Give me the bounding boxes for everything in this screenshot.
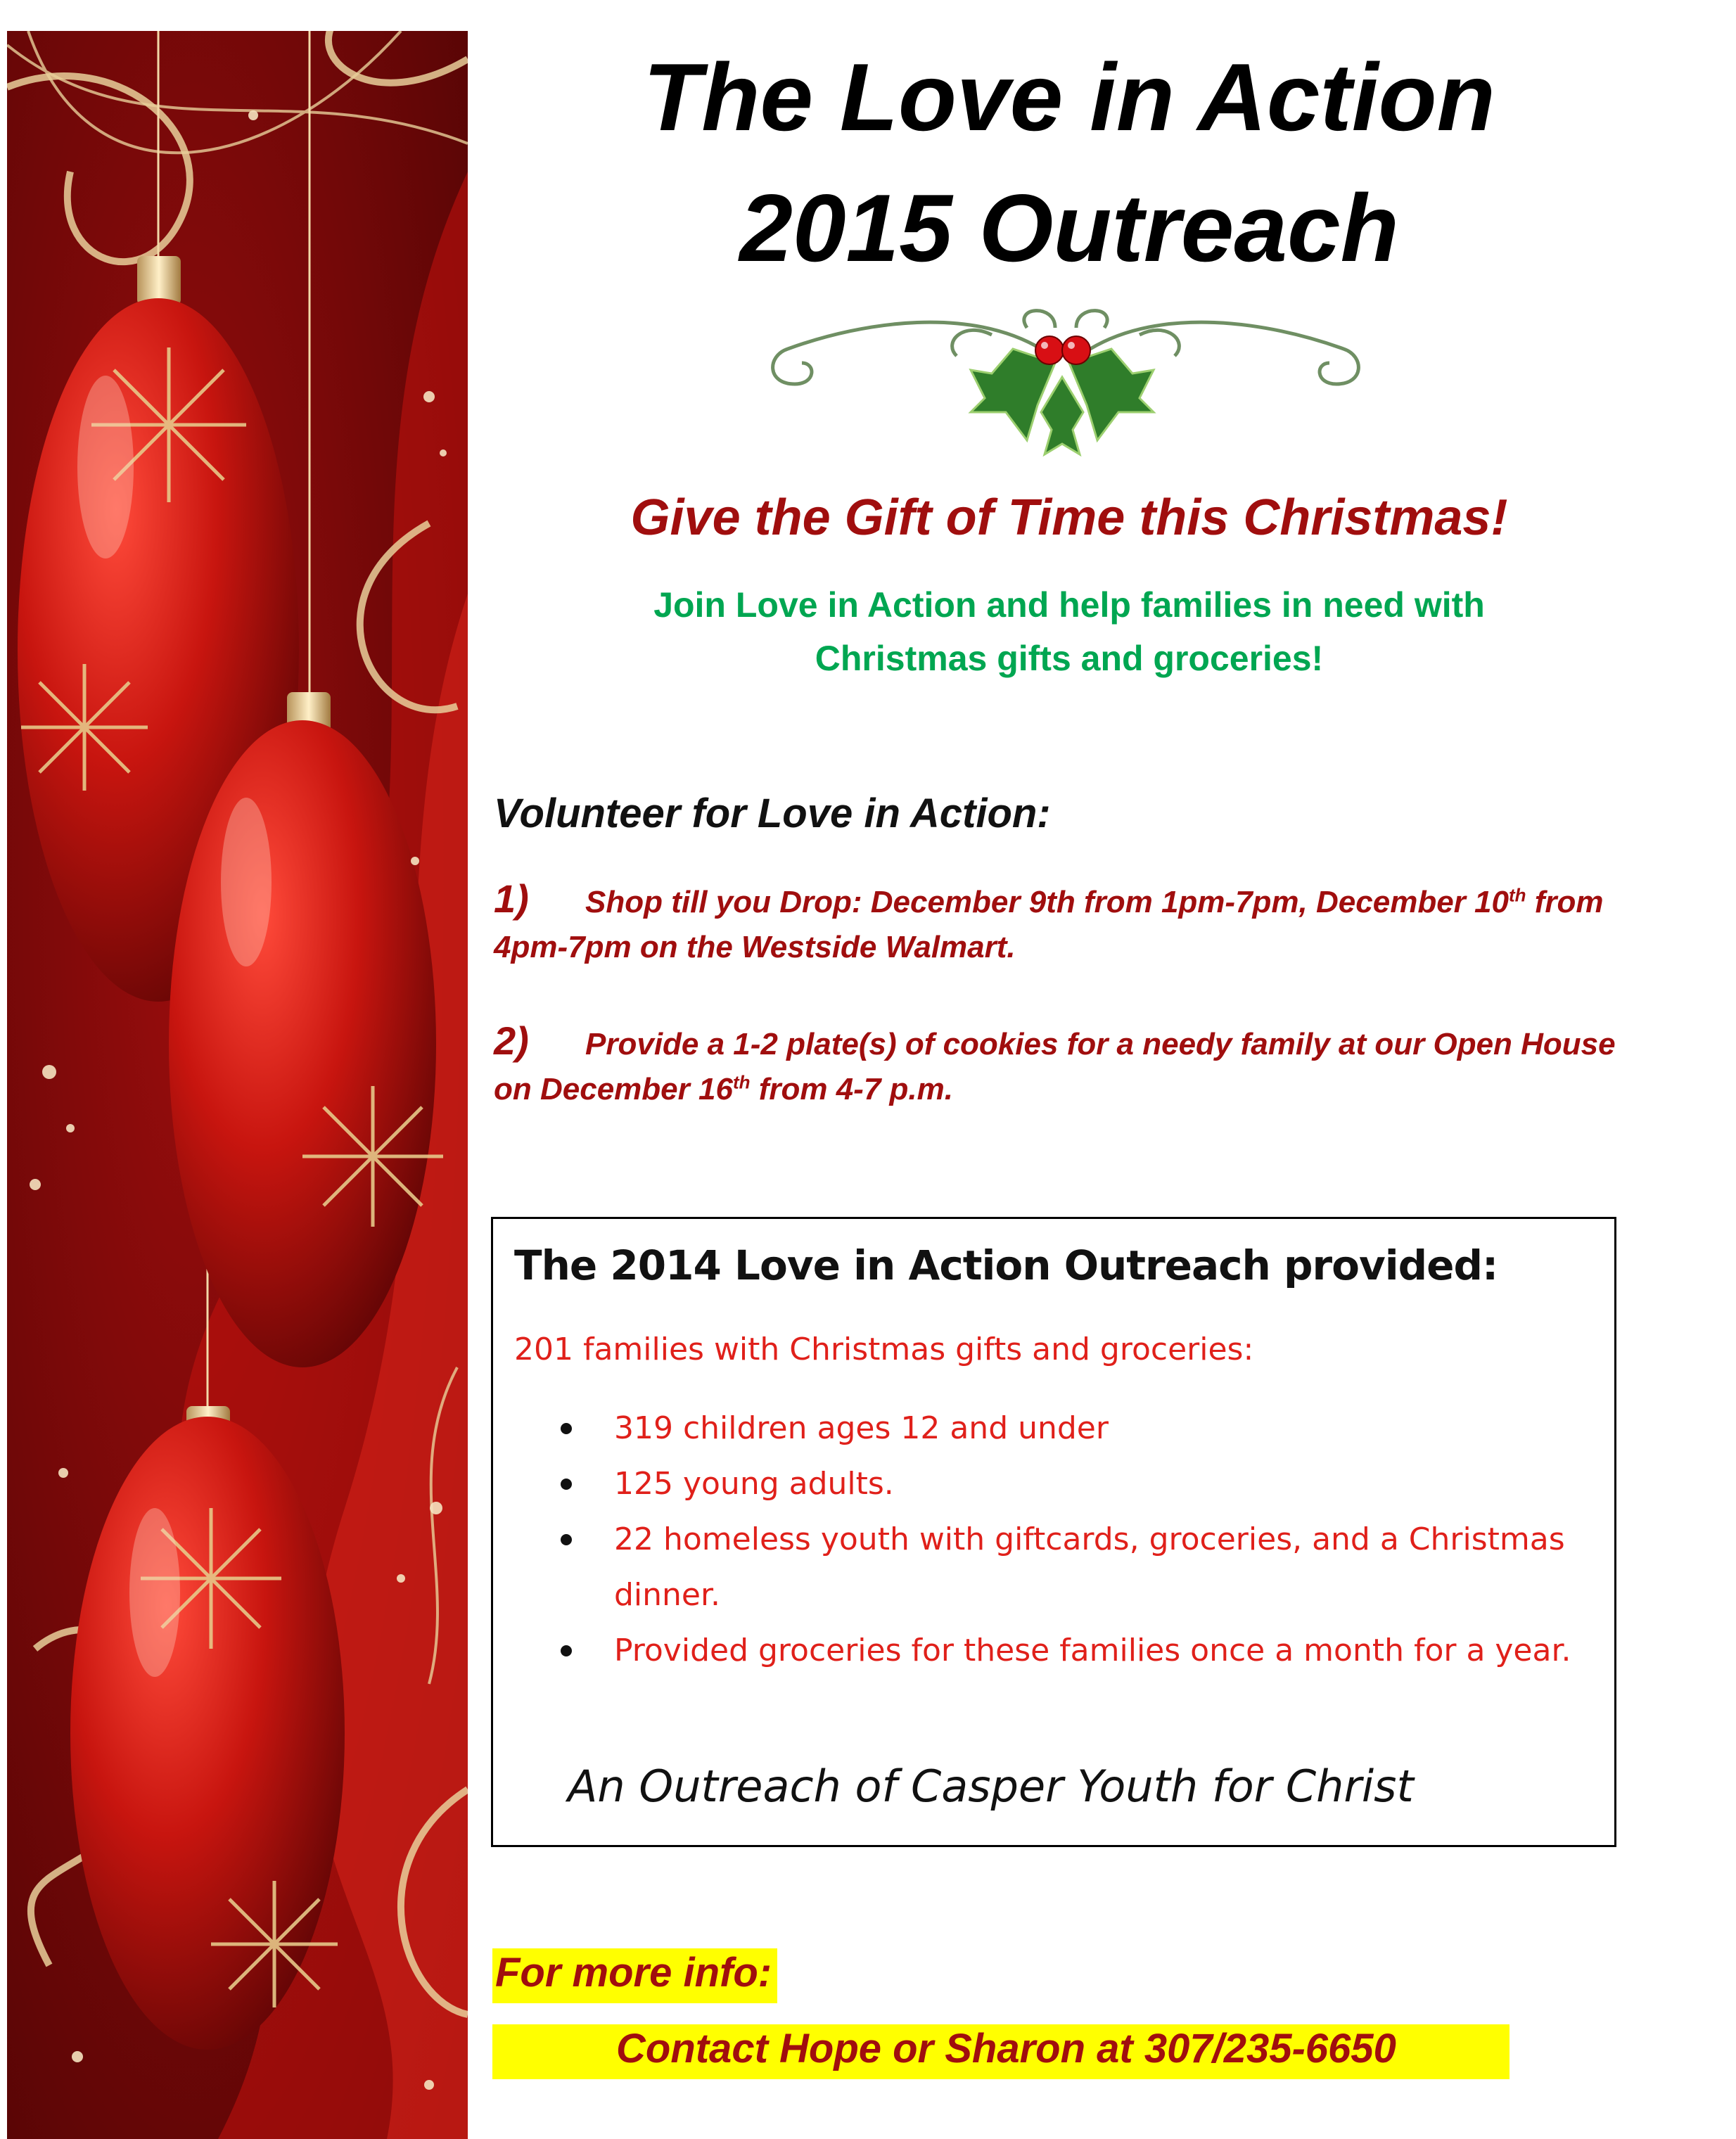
intro-line2: Christmas gifts and groceries! [815,639,1324,678]
item-text-b: from 4-7 p.m. [750,1072,953,1106]
page-title-line2: 2015 Outreach [739,174,1399,281]
outreach-bullet-list [556,1400,1583,1678]
bullet-icon [561,1645,572,1656]
page-title-line1: The Love in Action [643,44,1495,151]
list-item [556,1512,1583,1623]
volunteer-item-2 [494,1019,1661,1112]
item-number: 2) [494,1019,529,1063]
item-text-a: Shop till you Drop: December 9th from 1pm-7pm, December 10 [585,885,1509,919]
box-title: The 2014 Love in Action Outreach provided: [514,1241,1498,1289]
list-item [556,1623,1583,1678]
contact-text: Contact Hope or Sharon at 307/235-6650 [616,2026,1396,2071]
bullet-icon [561,1479,572,1490]
list-item [556,1456,1583,1512]
box-footer: An Outreach of Casper Youth for Christ [568,1761,1414,1812]
bullet-text: 22 homeless youth with giftcards, groceries, and a Christmas dinner. [614,1521,1565,1613]
outreach-summary-box [491,1217,1616,1847]
item-number: 1) [494,876,529,921]
list-item [556,1400,1583,1456]
bullet-icon [561,1423,572,1434]
bullet-text: Provided groceries for these families once a month for a year. [614,1633,1571,1668]
box-subtitle: 201 families with Christmas gifts and groceries: [514,1332,1254,1367]
more-info-label: For more info: [492,1948,777,2003]
holly-berries-divider [760,307,1372,475]
christmas-ornaments-banner [7,31,468,2139]
intro-line1: Join Love in Action and help families in need with [653,585,1485,625]
bullet-icon [561,1534,572,1545]
bullet-text: 319 children ages 12 and under [614,1410,1109,1446]
tagline: Give the Gift of Time this Christmas! [630,490,1508,546]
bullet-text: 125 young adults. [614,1466,894,1502]
item-text-a: Provide a 1-2 plate(s) of cookies for a needy family at our Open House on December 16 [494,1027,1616,1106]
ordinal-suffix: th [732,1071,751,1093]
volunteer-heading: Volunteer for Love in Action: [494,791,1051,836]
item-text-b: from 4pm-7pm on the Westside Walmart. [494,885,1604,964]
contact-line [492,2024,1510,2079]
volunteer-item-1 [494,876,1661,970]
intro-text [535,578,1604,685]
ordinal-suffix: th [1508,884,1526,906]
